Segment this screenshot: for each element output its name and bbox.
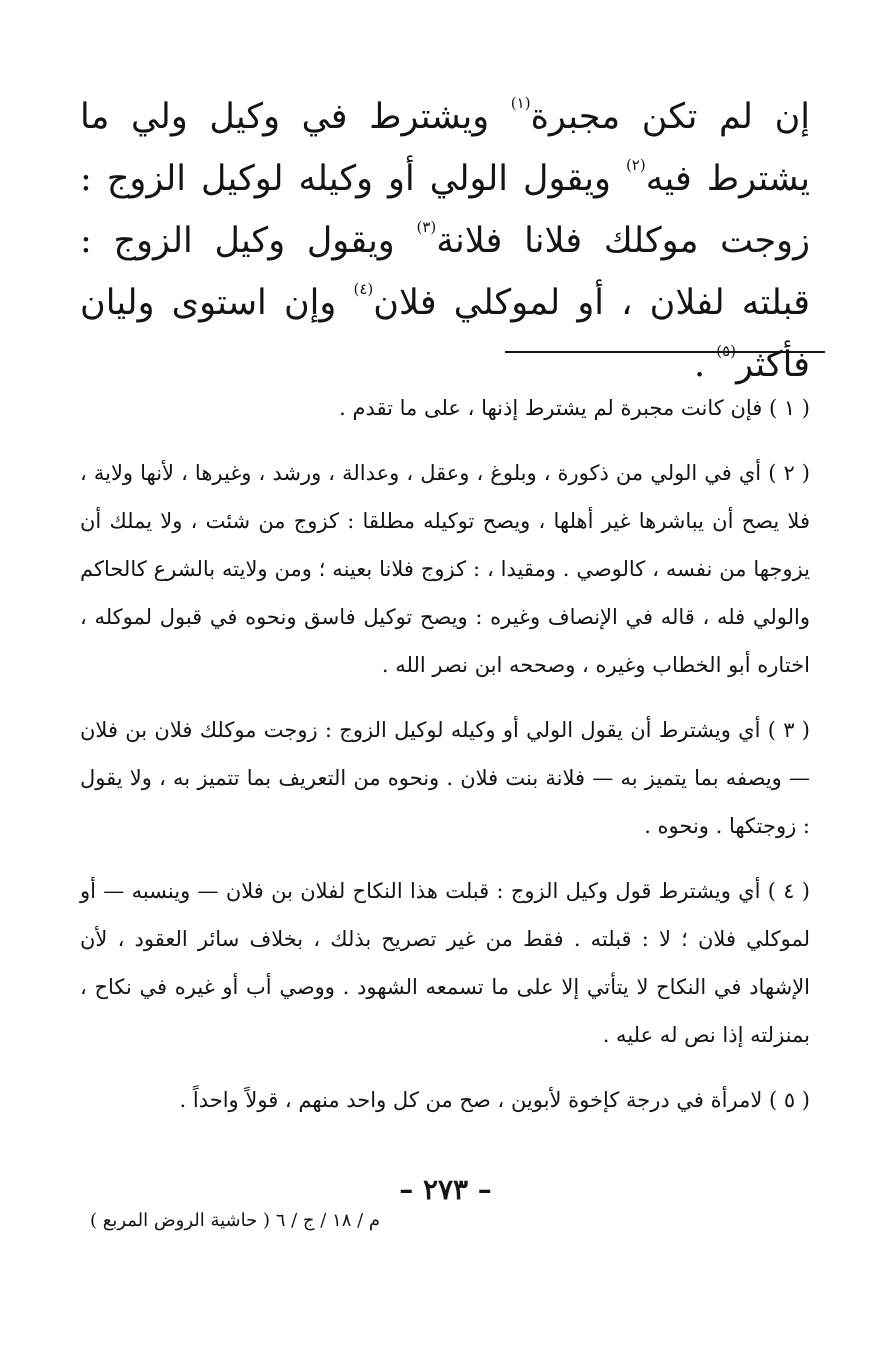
footnote-5: ( ٥ ) لامرأة في درجة كإخوة لأبوين ، صح من كل واحد منهم ، قولاً واحداً . [179,1088,810,1112]
footnote-ref-3: (٣) [416,218,437,236]
main-text-segment: ويقول الولي أو وكيله لوكيل الزوج : زوجت موكلك فلانا فلانة [80,159,810,261]
footnote-divider [505,351,825,353]
footnote-ref-2: (٢) [625,156,646,174]
main-text-segment: ويشترط في وكيل ولي ما يشترط فيه [80,97,811,199]
main-paragraph [80,86,810,396]
footnote-1: ( ١ ) فإن كانت مجبرة لم يشترط إذنها ، على ما تقدم . [339,396,810,420]
footnote-ref-5: (٥) [716,342,737,360]
footnotes-section [80,384,810,1141]
footnote-2: ( ٢ ) أي في الولي من ذكورة ، وبلوغ ، وعقل ، وعدالة ، ورشد ، وغيرها ، لأنها ولاية ، فلا يصح أن يباشرها غير أهلها ، ويصح توكيله مطلقا : كزوج من شئت ، ولا يملك أن يزوجها من نفسه ، كالوصي . ومقيدا ، : كزوج فلانا بعينه ؛ ومن ولايته بالشرع كالحاكم والولي فله ، قاله في الإنصاف وغيره : ويصح توكيل فاسق ونحوه في قبول لموكله ، اختاره أبو الخطاب وغيره ، وصححه ابن نصر الله . [80,461,810,677]
footnote-4: ( ٤ ) أي ويشترط قول وكيل الزوج : قبلت هذا النكاح لفلان بن فلان — وينسبه — أو لموكلي فلان ؛ لا : قبلته . فقط من غير تصريح بذلك ، بخلاف سائر العقود ، لأن الإشهاد في النكاح لا يتأتي إلا على ما تسمعه الشهود . ووصي أب أو غيره في نكاح ، بمنزلته إذا نص له عليه . [80,879,810,1047]
page-number: – ٢٧٣ – [399,1173,492,1206]
print-signature: م / ١٨ / ج / ٦ ( حاشية الروض المربع ) [90,1210,381,1231]
main-text-segment: وإن استوى وليان فأكثر [80,283,810,385]
main-text-segment: إن لم تكن مجبرة [530,97,810,137]
footnote-ref-4: (٤) [353,280,374,298]
footnote-3: ( ٣ ) أي ويشترط أن يقول الولي أو وكيله لوكيل الزوج : زوجت موكلك فلان بن فلان — ويصفه بما يتميز به — فلانة بنت فلان . ونحوه من التعريف بما تتميز به ، ولا يقول : زوجتكها . ونحوه . [80,718,811,838]
main-text-block [80,86,810,396]
footnote-ref-1: (١) [510,94,531,112]
main-text-segment: . [694,345,717,385]
main-text-segment: ويقول وكيل الزوج : قبلته لفلان ، أو لموكلي فلان [80,221,810,323]
